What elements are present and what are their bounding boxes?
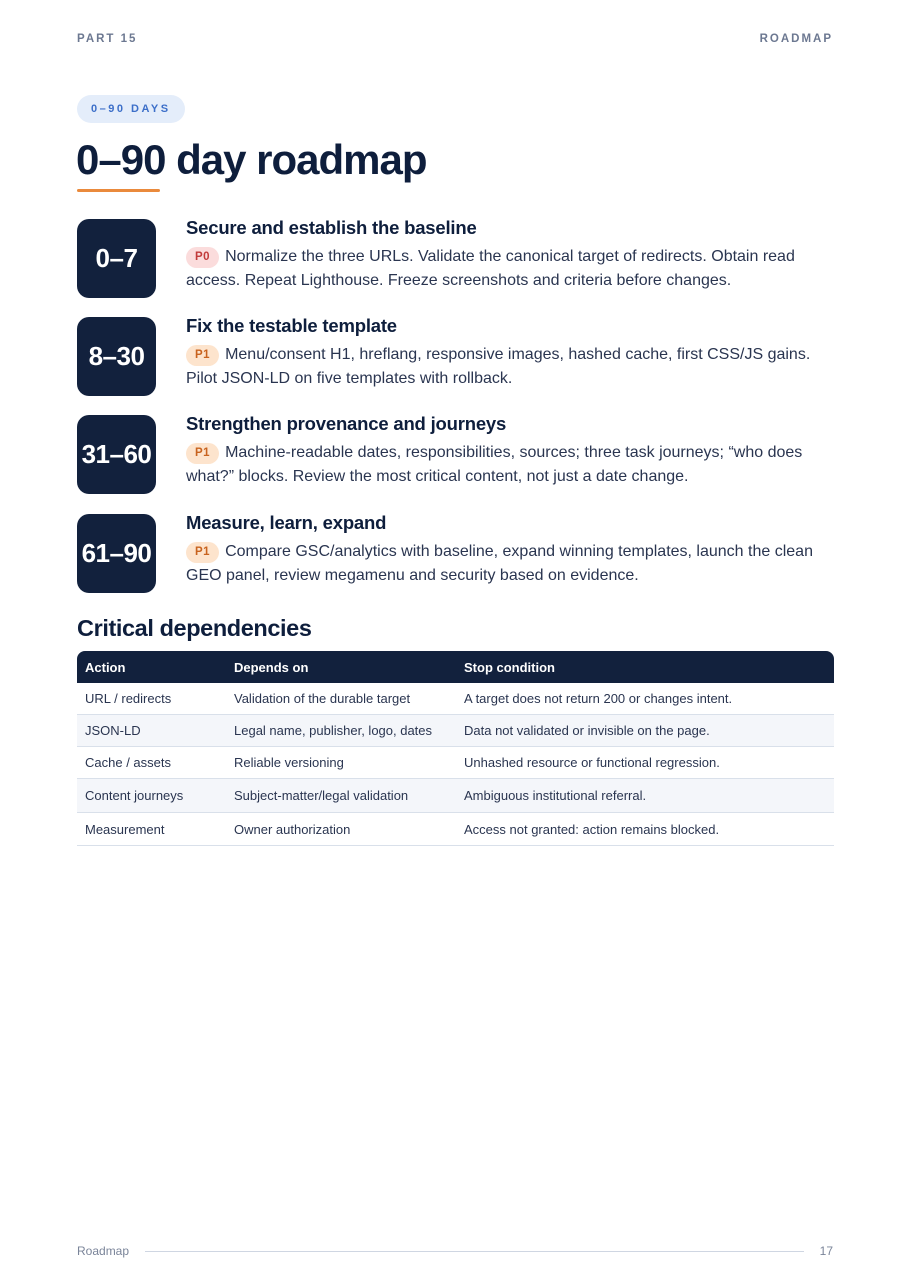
phase-item <box>77 514 837 594</box>
priority-badge: P0 <box>186 247 219 268</box>
phase-description: Compare GSC/analytics with baseline, expand winning templates, launch the clean GEO panel, review megamenu and security based on evidence. <box>186 543 813 584</box>
cell-action: URL / redirects <box>85 691 172 706</box>
column-header-stop-condition: Stop condition <box>464 659 555 675</box>
part-label: PART 15 <box>77 33 138 45</box>
phase-text <box>186 441 837 489</box>
table-row <box>77 813 834 846</box>
cell-action: JSON-LD <box>85 723 141 738</box>
page-footer <box>77 1244 833 1258</box>
timeframe-pill: 0–90 DAYS <box>77 95 185 123</box>
priority-badge: P1 <box>186 443 219 464</box>
cell-depends-on: Subject-matter/legal validation <box>234 788 409 803</box>
table-row <box>77 715 834 747</box>
title-underline <box>77 189 160 192</box>
footer-rule <box>145 1251 804 1252</box>
dependencies-table <box>77 651 834 846</box>
phase-description: Normalize the three URLs. Validate the canonical target of redirects. Obtain read access. Repeat Lighthouse. Freeze screenshots and criteria before changes. <box>186 248 795 289</box>
phase-item <box>77 317 837 397</box>
table-header <box>77 651 834 683</box>
cell-depends-on: Validation of the durable target <box>234 691 411 706</box>
phase-description: Menu/consent H1, hreflang, responsive images, hashed cache, first CSS/JS gains. Pilot JSON-LD on five templates with rollback. <box>186 346 811 387</box>
phase-description: Machine-readable dates, responsibilities, sources; three task journeys; “who does what?” blocks. Review the most critical content, not just a date change. <box>186 444 803 485</box>
page-title: 0–90 day roadmap <box>76 136 427 183</box>
cell-action: Measurement <box>85 821 165 837</box>
column-header-depends-on: Depends on <box>234 659 309 675</box>
priority-badge: P1 <box>186 542 219 563</box>
phase-content <box>186 413 837 489</box>
phase-days-tile: 0–7 <box>77 219 156 298</box>
phase-title: Secure and establish the baseline <box>186 217 477 238</box>
table-row <box>77 683 834 715</box>
phase-content <box>186 315 837 391</box>
cell-action: Content journeys <box>85 788 184 803</box>
section-label: ROADMAP <box>759 33 833 45</box>
cell-stop-condition: A target does not return 200 or changes intent. <box>464 691 733 706</box>
phase-content <box>186 217 837 293</box>
phase-days-tile: 31–60 <box>77 415 156 494</box>
cell-stop-condition: Ambiguous institutional referral. <box>464 788 647 803</box>
page-number: 17 <box>819 1244 833 1258</box>
phase-days-tile: 8–30 <box>77 317 156 396</box>
phase-days-tile: 61–90 <box>77 514 156 593</box>
phase-title: Measure, learn, expand <box>186 512 387 533</box>
priority-badge: P1 <box>186 345 219 366</box>
phase-item <box>77 415 837 495</box>
running-head <box>77 33 833 45</box>
phase-title: Strengthen provenance and journeys <box>186 413 507 434</box>
cell-stop-condition: Access not granted: action remains blocked. <box>464 821 720 837</box>
column-header-action: Action <box>85 659 126 675</box>
table-row <box>77 747 834 779</box>
cell-depends-on: Owner authorization <box>234 821 351 837</box>
cell-stop-condition: Unhashed resource or functional regression. <box>464 755 720 770</box>
phase-title: Fix the testable template <box>186 315 397 336</box>
phase-text <box>186 540 837 588</box>
cell-stop-condition: Data not validated or invisible on the page. <box>464 723 710 738</box>
dependencies-title: Critical dependencies <box>77 615 312 641</box>
cell-depends-on: Legal name, publisher, logo, dates <box>234 723 433 738</box>
cell-action: Cache / assets <box>85 755 171 770</box>
footer-label: Roadmap <box>77 1244 130 1258</box>
phase-content <box>186 512 837 588</box>
phase-text <box>186 245 837 293</box>
phase-item <box>77 219 837 299</box>
cell-depends-on: Reliable versioning <box>234 755 344 770</box>
phase-text <box>186 343 837 391</box>
table-row <box>77 779 834 813</box>
